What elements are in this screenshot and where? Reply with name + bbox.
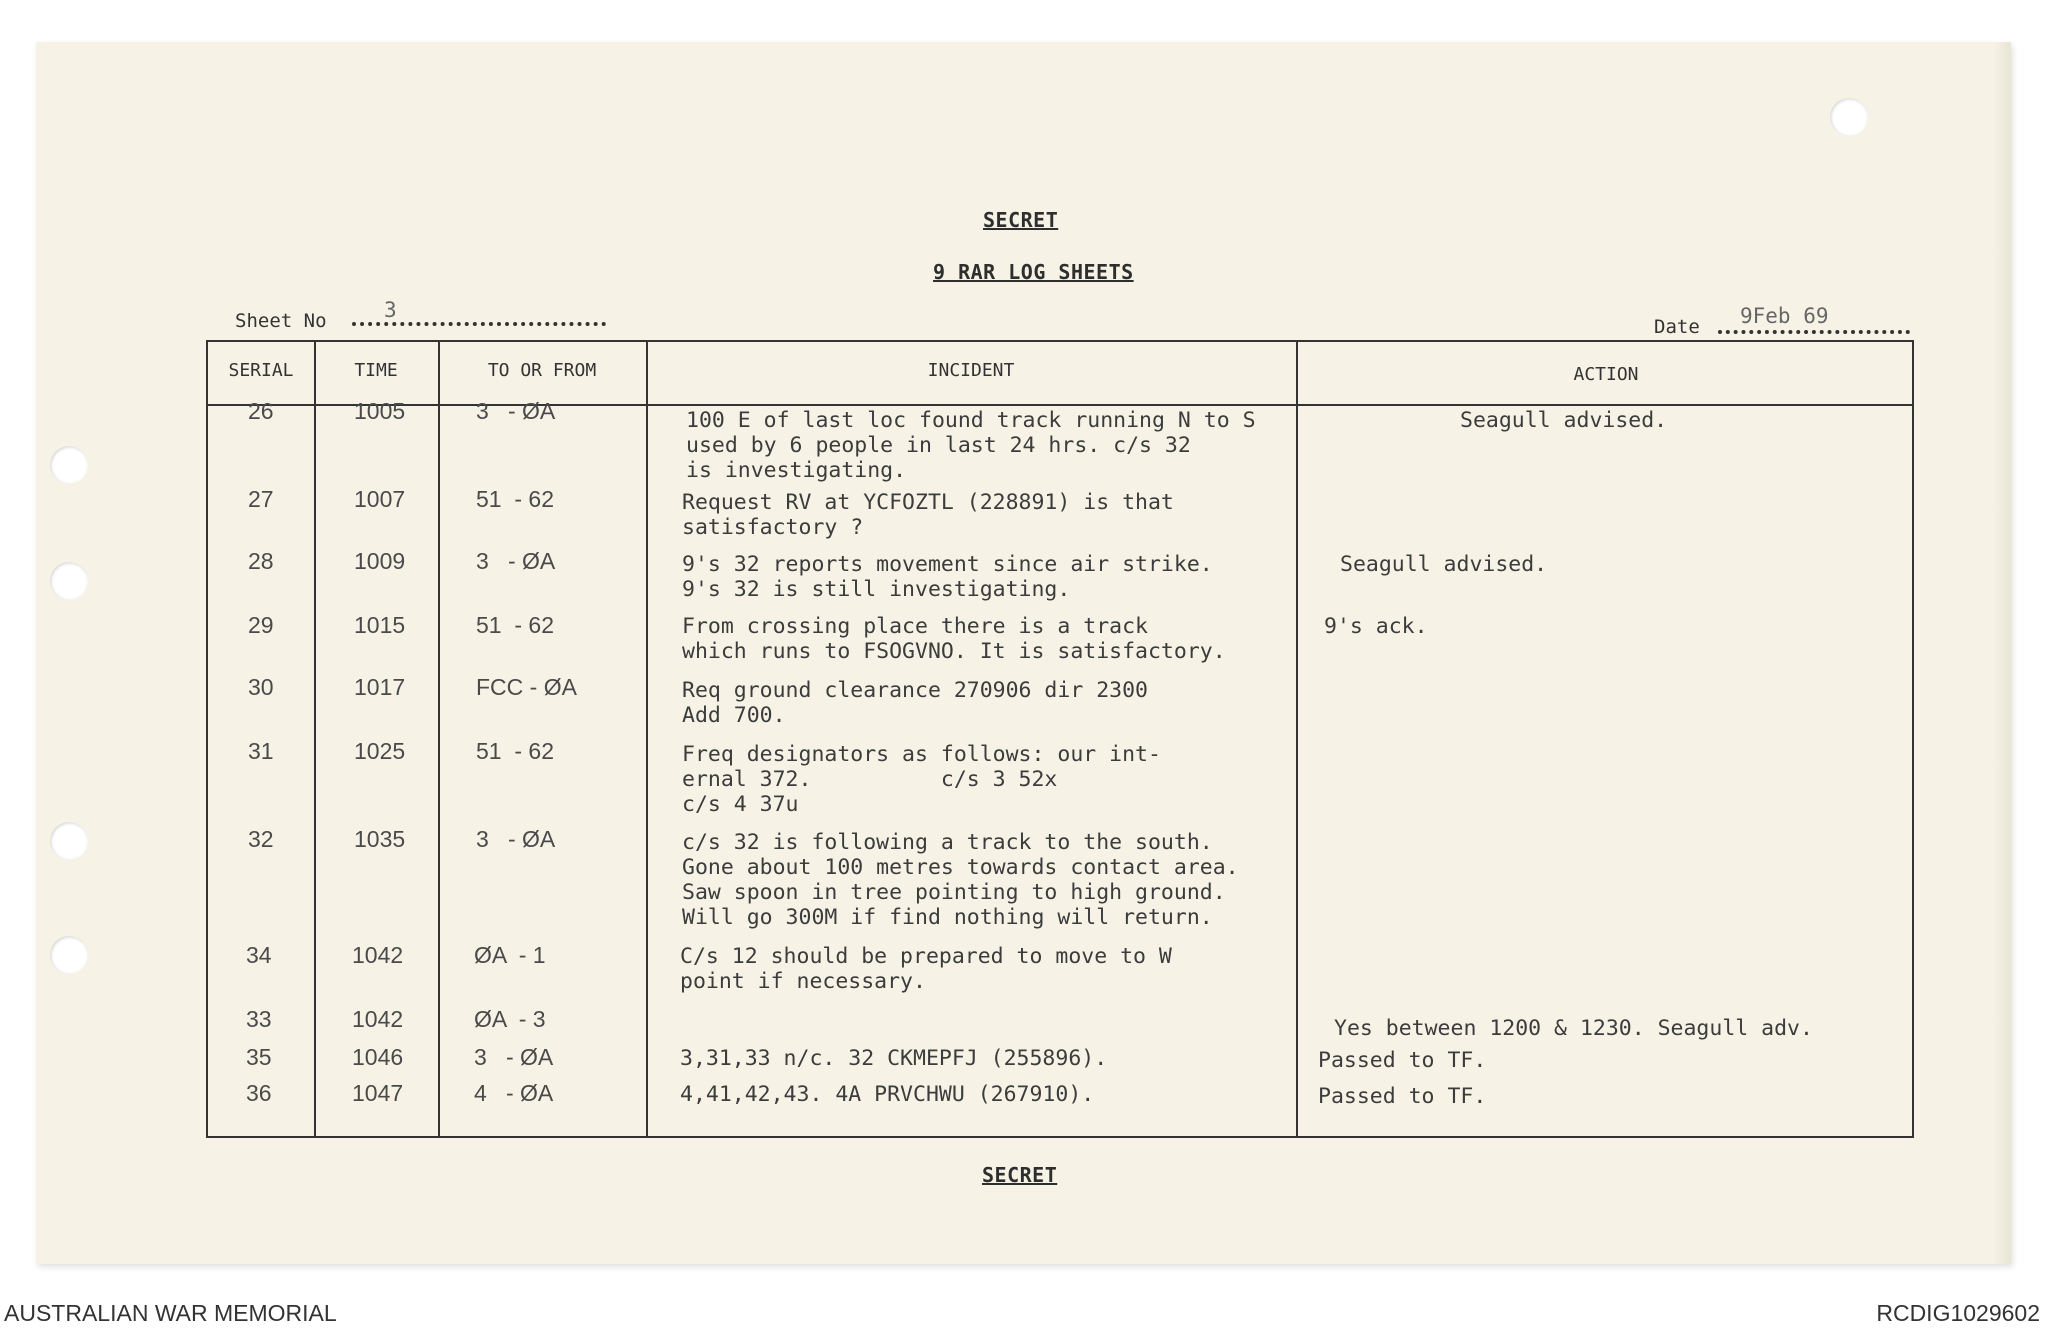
serial-cell: 27	[248, 486, 274, 512]
to-or-from-cell: 51 - 62	[476, 612, 554, 638]
to-or-from-cell: 51 - 62	[476, 486, 554, 512]
header-serial: SERIAL	[228, 360, 294, 381]
sheet-number-value: 3	[384, 298, 397, 322]
to-or-from-cell: ØA - 3	[474, 1006, 546, 1032]
to-or-from-cell: 3 - ØA	[476, 548, 556, 574]
action-cell: 9's ack.	[1324, 614, 1428, 639]
to-or-from-cell: 4 - ØA	[474, 1080, 554, 1106]
serial-cell: 29	[248, 612, 274, 638]
sheet-number-label: Sheet No	[235, 310, 327, 332]
header-divider	[208, 404, 1912, 406]
incident-cell: Request RV at YCFOZTL (228891) is that satisfactory ?	[682, 490, 1174, 540]
action-cell: Seagull advised.	[1340, 552, 1548, 577]
classification-bottom: SECRET	[982, 1163, 1058, 1187]
time-cell: 1017	[354, 674, 406, 700]
time-cell: 1005	[354, 398, 406, 424]
incident-cell: 3,31,33 n/c. 32 CKMEPFJ (255896).	[680, 1046, 1108, 1071]
punch-hole	[1830, 98, 1868, 136]
incident-cell: 100 E of last loc found track running N to S used by 6 people in last 24 hrs. c/s 32 is investigating.	[686, 408, 1256, 483]
punch-hole	[50, 936, 88, 974]
action-cell: Passed to TF.	[1318, 1048, 1487, 1073]
header-action: ACTION	[1573, 364, 1639, 385]
action-cell: Yes between 1200 & 1230. Seagull adv.	[1334, 1016, 1813, 1041]
serial-cell: 34	[246, 942, 272, 968]
punch-hole	[50, 822, 88, 860]
serial-cell: 26	[248, 398, 274, 424]
serial-cell: 35	[246, 1044, 272, 1070]
log-table	[206, 340, 1914, 1138]
time-cell: 1025	[354, 738, 406, 764]
column-divider	[646, 342, 648, 1136]
column-divider	[1296, 342, 1298, 1136]
serial-cell: 33	[246, 1006, 272, 1032]
serial-cell: 36	[246, 1080, 272, 1106]
header-incident: INCIDENT	[927, 360, 1015, 381]
action-cell: Seagull advised.	[1460, 408, 1668, 433]
incident-cell: c/s 32 is following a track to the south. Gone about 100 metres towards contact area. Saw spoon in tree pointing to high ground. Will go 300M if find nothing will return.	[682, 830, 1239, 930]
time-cell: 1042	[352, 942, 404, 968]
archive-credit: AUSTRALIAN WAR MEMORIAL	[4, 1300, 337, 1326]
serial-cell: 28	[248, 548, 274, 574]
classification-top: SECRET	[983, 208, 1059, 232]
header-to-or-from: TO OR FROM	[487, 360, 597, 381]
to-or-from-cell: 51 - 62	[476, 738, 554, 764]
serial-cell: 31	[248, 738, 274, 764]
serial-cell: 30	[248, 674, 274, 700]
time-cell: 1047	[352, 1080, 404, 1106]
time-cell: 1015	[354, 612, 406, 638]
incident-cell: Req ground clearance 270906 dir 2300 Add 700.	[682, 678, 1148, 728]
time-cell: 1046	[352, 1044, 404, 1070]
incident-cell: 9's 32 reports movement since air strike. 9's 32 is still investigating.	[682, 552, 1213, 602]
date-label: Date	[1654, 316, 1700, 338]
incident-cell: 4,41,42,43. 4A PRVCHWU (267910).	[680, 1082, 1095, 1107]
punch-hole	[50, 562, 88, 600]
punch-hole	[50, 446, 88, 484]
serial-cell: 32	[248, 826, 274, 852]
date-dotted-line	[1718, 330, 1910, 334]
time-cell: 1042	[352, 1006, 404, 1032]
to-or-from-cell: 3 - ØA	[476, 398, 556, 424]
column-divider	[438, 342, 440, 1136]
action-cell: Passed to TF.	[1318, 1084, 1487, 1109]
time-cell: 1035	[354, 826, 406, 852]
incident-cell: From crossing place there is a track which runs to FSOGVNO. It is satisfactory.	[682, 614, 1226, 664]
date-value: 9Feb 69	[1740, 304, 1829, 328]
incident-cell: C/s 12 should be prepared to move to W point if necessary.	[680, 944, 1172, 994]
time-cell: 1007	[354, 486, 406, 512]
to-or-from-cell: ØA - 1	[474, 942, 546, 968]
time-cell: 1009	[354, 548, 406, 574]
document-title: 9 RAR LOG SHEETS	[933, 260, 1134, 284]
archive-reference: RCDIG1029602	[1876, 1300, 2040, 1326]
incident-cell: Freq designators as follows: our int- ernal 372. c/s 3 52x c/s 4 37u	[682, 742, 1161, 817]
sheet-number-dotted-line	[352, 322, 606, 326]
column-divider	[314, 342, 316, 1136]
to-or-from-cell: 3 - ØA	[476, 826, 556, 852]
paper-edge-shadow	[1993, 42, 2011, 1264]
to-or-from-cell: FCC - ØA	[476, 674, 577, 700]
to-or-from-cell: 3 - ØA	[474, 1044, 554, 1070]
header-time: TIME	[354, 360, 398, 381]
